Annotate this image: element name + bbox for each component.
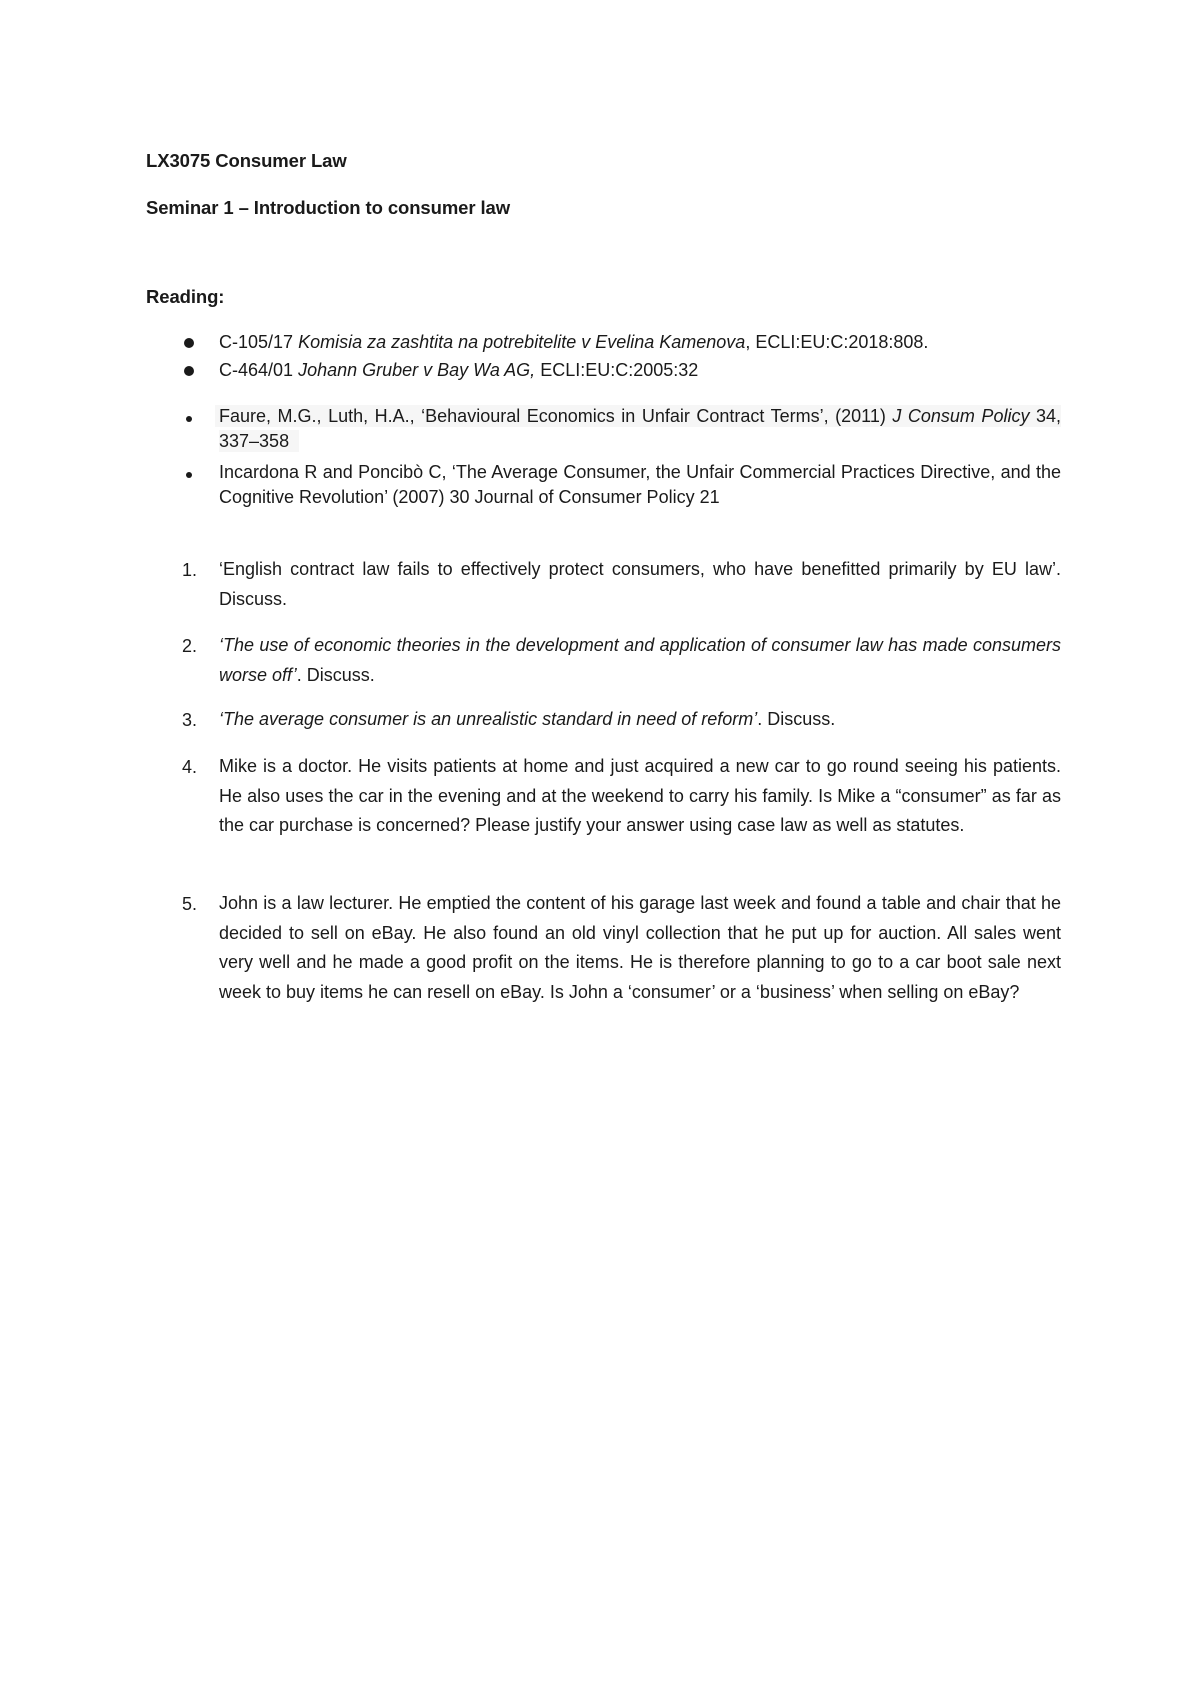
question: ‘The use of economic theories in the development and application of consumer law has made consumers worse off’. Discuss. <box>219 635 1061 685</box>
reading-item <box>219 404 1061 454</box>
reading-item: C-464/01 Johann Gruber v Bay Wa AG, ECLI:EU:C:2005:32 <box>219 360 699 380</box>
question-number: 5. <box>182 894 198 914</box>
seminar-title: Seminar 1 – Introduction to consumer law <box>146 197 511 218</box>
bullet-icon <box>184 338 194 348</box>
highlighted-text: Faure, M.G., Luth, H.A., ‘Behavioural Economics in Unfair Contract Terms’, (2011) J Consum Policy 34, 337–358 <box>215 405 1061 452</box>
question-number: 1. <box>182 560 198 580</box>
question: ‘The average consumer is an unrealistic standard in need of reform’. Discuss. <box>219 709 836 729</box>
course-title: LX3075 Consumer Law <box>146 150 347 171</box>
bullet-icon <box>184 366 194 376</box>
bullet-icon <box>186 416 192 422</box>
question: Mike is a doctor. He visits patients at home and just acquired a new car to go round seeing his patients. He also uses the car in the evening and at the weekend to carry his family. Is Mike a “consumer” as far as the car purchase is concerned? Please justify your answer using case law as well as statutes. <box>219 756 1061 835</box>
question-number: 4. <box>182 757 198 777</box>
bullet-icon <box>186 472 192 478</box>
question-number: 2. <box>182 636 198 656</box>
reading-item: C-105/17 Komisia za zashtita na potrebitelite v Evelina Kamenova, ECLI:EU:C:2018:808. <box>219 332 929 352</box>
question-number: 3. <box>182 710 198 730</box>
question: ‘English contract law fails to effectively protect consumers, who have benefitted primarily by EU law’. Discuss. <box>219 559 1061 609</box>
question: John is a law lecturer. He emptied the content of his garage last week and found a table and chair that he decided to sell on eBay. He also found an old vinyl collection that he put up for auction. All sales went very well and he made a good profit on the items. He is therefore planning to go to a car boot sale next week to buy items he can resell on eBay. Is John a ‘consumer’ or a ‘business’ when selling on eBay? <box>219 893 1061 1002</box>
reading-item: Incardona R and Poncibò C, ‘The Average Consumer, the Unfair Commercial Practices Directive, and the Cognitive Revolution’ (2007) 30 Journal of Consumer Policy 21 <box>219 462 1061 507</box>
reading-heading: Reading: <box>146 286 225 307</box>
